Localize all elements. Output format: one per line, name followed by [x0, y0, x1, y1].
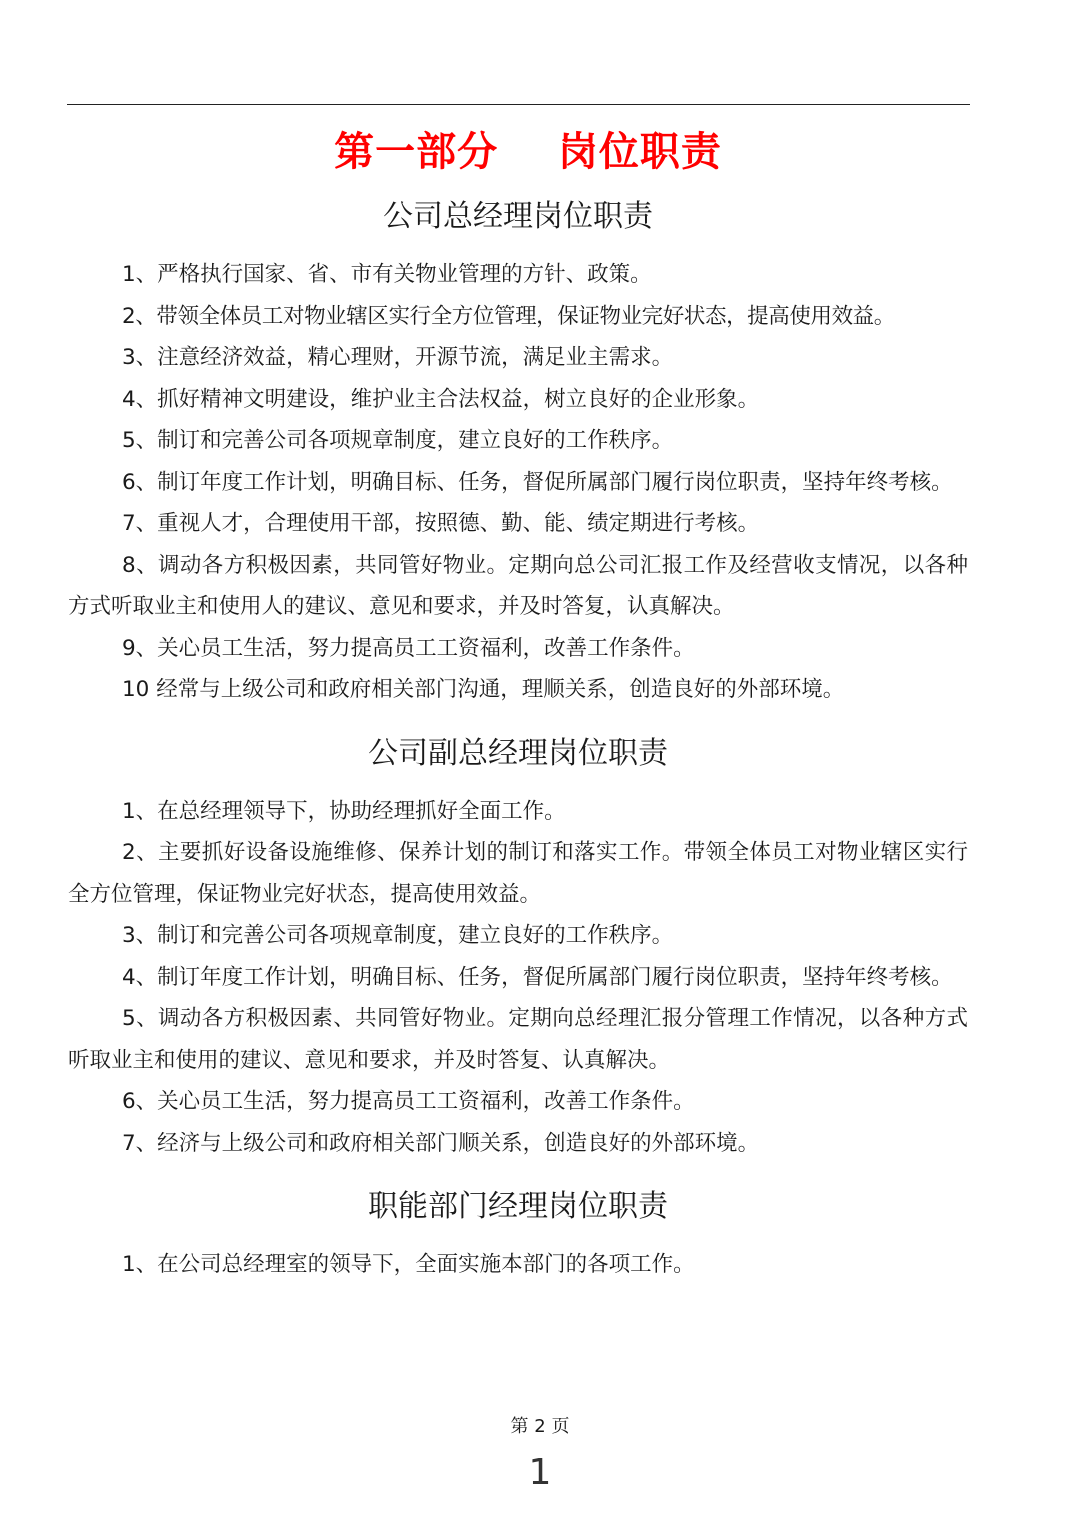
- list-item: 1、严格执行国家、省、市有关物业管理的方针、政策。: [122, 262, 652, 287]
- section-deputy-general-manager: [68, 733, 968, 1165]
- list-item: 8、调动各方积极因素，共同管好物业。定期向总公司汇报工作及经营收支情况，以各种方式听取业主和使用人的建议、意见和要求，并及时答复，认真解决。: [68, 552, 968, 619]
- page-footer: 第 2 页: [510, 1416, 570, 1437]
- header-rule: [67, 104, 970, 105]
- section-title: 公司副总经理岗位职责: [368, 735, 668, 771]
- section-department-manager: [68, 1186, 968, 1286]
- list-item: 7、经济与上级公司和政府相关部门顺关系，创造良好的外部环境。: [122, 1130, 760, 1156]
- list-item: 5、调动各方积极因素、共同管好物业。定期向总经理汇报分管理工作情况，以各种方式听取业主和使用的建议、意见和要求，并及时答复、认真解决。: [68, 1006, 968, 1073]
- list-item: 2、主要抓好设备设施维修、保养计划的制订和落实工作。带领全体员工对物业辖区实行全方位管理，保证物业完好状态，提高使用效益。: [68, 840, 968, 907]
- list-item: 6、制订年度工作计划，明确目标、任务，督促所属部门履行岗位职责，坚持年终考核。: [122, 469, 953, 495]
- section-title: 公司总经理岗位职责: [383, 199, 653, 234]
- list-item: 3、注意经济效益，精心理财，开源节流，满足业主需求。: [122, 345, 674, 370]
- part-title: 第一部分 岗位职责: [334, 129, 722, 175]
- list-item: 9、关心员工生活，努力提高员工工资福利，改善工作条件。: [122, 635, 695, 661]
- document-body: [68, 196, 968, 1286]
- page-number: 1: [528, 1452, 552, 1493]
- list-item: 2、带领全体员工对物业辖区实行全方位管理，保证物业完好状态，提高使用效益。: [122, 303, 895, 329]
- list-item: 7、重视人才，合理使用干部，按照德、勤、能、绩定期进行考核。: [122, 511, 760, 536]
- list-item: 1、在总经理领导下，协助经理抓好全面工作。: [122, 798, 566, 824]
- list-item: 1、在公司总经理室的领导下，全面实施本部门的各项工作。: [122, 1252, 695, 1277]
- list-item: 5、制订和完善公司各项规章制度，建立良好的工作秩序。: [122, 428, 674, 453]
- section-general-manager: [68, 196, 968, 711]
- list-item: 4、抓好精神文明建设，维护业主合法权益，树立良好的企业形象。: [122, 386, 760, 412]
- list-item: 6、关心员工生活，努力提高员工工资福利，改善工作条件。: [122, 1089, 695, 1114]
- list-item: 4、制订年度工作计划，明确目标、任务，督促所属部门履行岗位职责，坚持年终考核。: [122, 964, 953, 990]
- section-title: 职能部门经理岗位职责: [368, 1189, 668, 1224]
- list-item: 10 经常与上级公司和政府相关部门沟通，理顺关系，创造良好的外部环境。: [122, 677, 845, 702]
- list-item: 3、制订和完善公司各项规章制度，建立良好的工作秩序。: [122, 923, 674, 948]
